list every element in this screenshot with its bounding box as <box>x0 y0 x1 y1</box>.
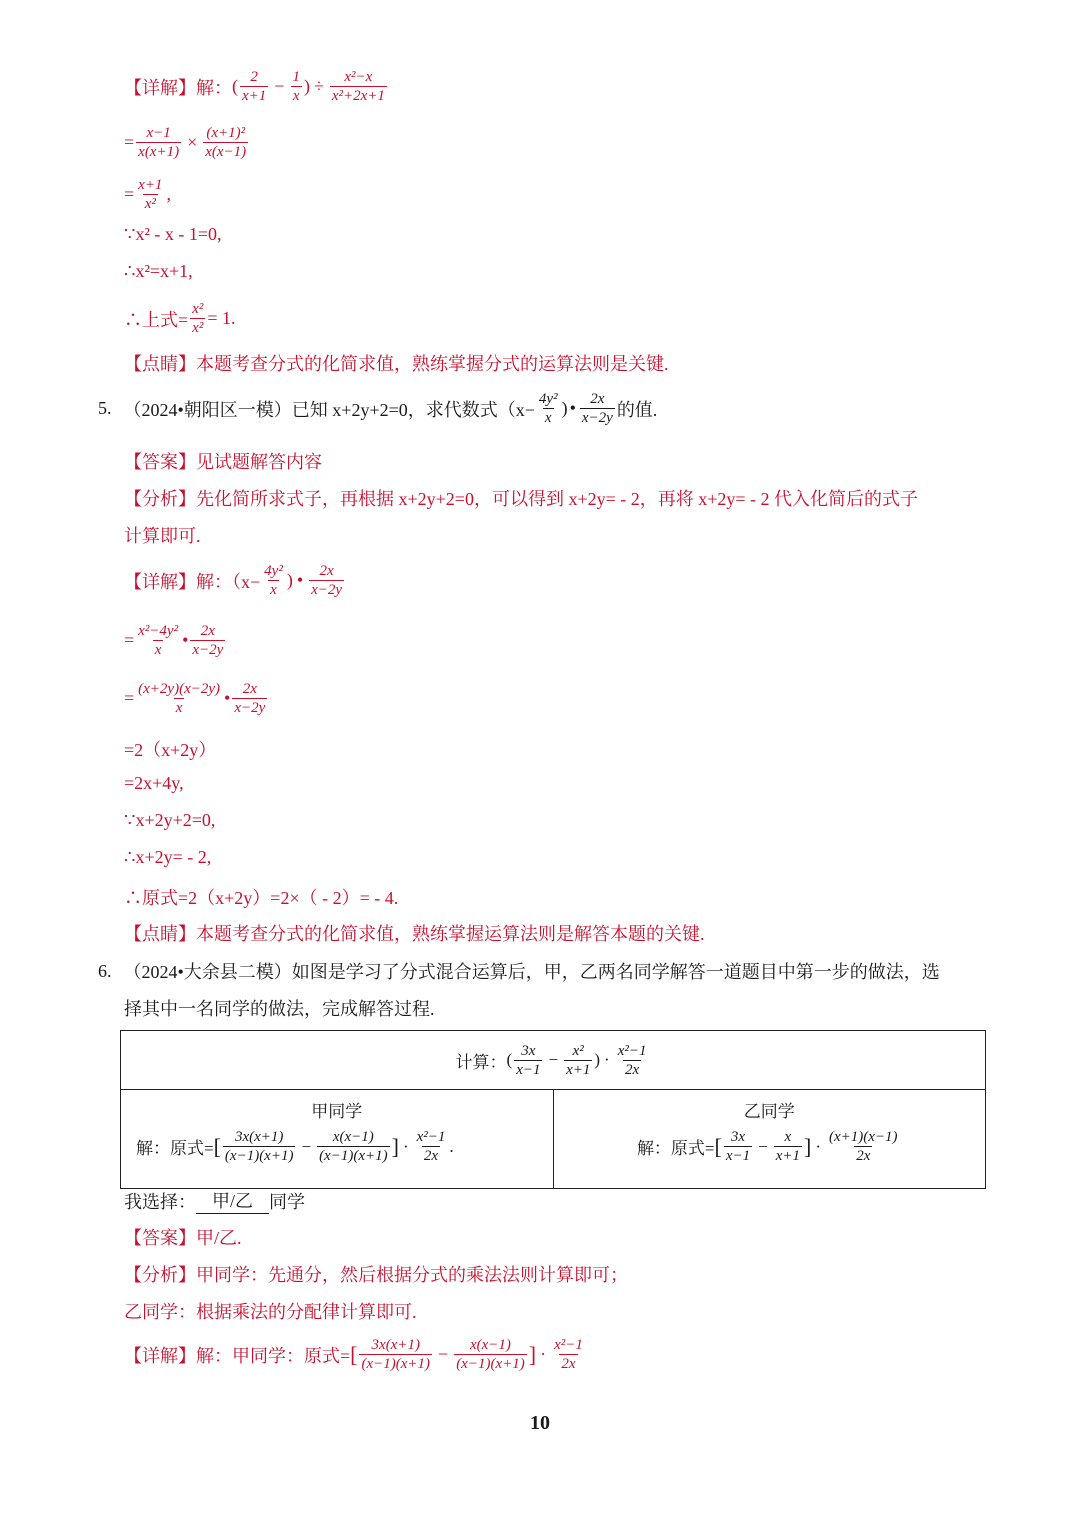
expr-paren: ( <box>232 76 238 96</box>
q6-table <box>120 1030 986 1189</box>
choice-blank: 甲/乙 <box>196 1187 269 1214</box>
sol4-detail-line: 【详解】 解： ( $\frac{2}{x+1}$ − $\frac{1}{x}$ ) ÷ $\frac{\text{x²−x}}{\text{x²+2x+1}}$ <box>124 69 385 104</box>
page-number: 10 <box>530 1412 550 1434</box>
q6-question-l2: 择其中一名同学的做法，完成解答过程. <box>124 999 435 1019</box>
q6-answer: 【答案】 甲/乙. <box>124 1228 242 1248</box>
student-b-title: 乙同学 <box>743 1102 795 1121</box>
q5-step2: = $\frac{\text{x²−4y²}}{x}$ • $\frac{2x}{x-2y}$ <box>124 623 224 658</box>
answer-tag: 【答案】 <box>124 452 196 472</box>
q5-answer: 【答案】 见试题解答内容 <box>124 448 322 474</box>
student-a-title: 甲同学 <box>311 1102 363 1121</box>
q6-analysis: 【分析】 甲同学：先通分，然后根据分式的乘法法则计算即可； <box>124 1265 628 1285</box>
sol4-step4: ∵x² - x - 1=0, <box>124 224 222 244</box>
q5-number: 5. <box>98 398 112 418</box>
comment-tag: 【点睛】 <box>124 354 196 374</box>
q6-student-a-cell: 甲同学 解：原式= [ $\frac{3x(x+1)}{(x-1)(x+1)}$ − $\frac{x(x-1)}{(x-1)(x+1)}$ ] · $\frac{\text{x²−1}}{2x}$ . <box>121 1090 554 1189</box>
q6-student-b-cell: 乙同学 解：原式= [ $\frac{3x}{x-1}$ − $\frac{x}{x+1}$ ] · $\frac{(x+1)(x-1)}{2x}$ <box>553 1090 986 1189</box>
sol4-step3: = $\frac{x+1}{\text{x²}}$ , <box>124 177 171 212</box>
q6-calc-cell: 计算： ( $\frac{3x}{x-1}$ − $\frac{\text{x²}}{x+1}$ ) · $\frac{\text{x²−1}}{2x}$ <box>121 1031 986 1090</box>
frac-x2-minus-x: $\frac{\text{x²−x}}{\text{x²+2x+1}}$ <box>331 69 385 104</box>
q5-analysis: 【分析】 先化简所求式子，再根据 x+2y+2=0，可以得到 x+2y= - 2，再将 x+2y= - 2 代入化简后的式子 <box>124 485 918 511</box>
q6-question-l1: 6. （2024•大余县二模）如图是学习了分式混合运算后，甲，乙两名同学解答一道题目中第一步的做法，选 <box>98 960 940 982</box>
sol4-step6: ∴上式= $\frac{\text{x²}}{\text{x²}}$ = 1. <box>124 301 236 336</box>
q5-comment: 【点睛】 本题考查分式的化简求值，熟练掌握运算法则是解答本题的关键. <box>124 924 705 944</box>
q5-step8: ∴原式=2（x+2y）=2×（ - 2）= - 4. <box>124 888 399 908</box>
sol4-comment: 【点睛】 本题考查分式的化简求值，熟练掌握分式的运算法则是关键. <box>124 350 669 376</box>
frac-1-over-x: $\frac{1}{x}$ <box>292 69 300 104</box>
sol4-step2: = $\frac{x-1}{x(x+1)}$ × $\frac{\text{(x+1)²}}{x(x-1)}$ <box>124 125 247 160</box>
q6-number: 6. <box>98 960 112 981</box>
sol4-intro: 解： <box>196 77 232 98</box>
q5-step3: = $\frac{(x+2y)(x-2y)}{x}$ • $\frac{2x}{x-2y}$ <box>124 681 266 716</box>
q5-step6: ∵x+2y+2=0, <box>124 810 216 830</box>
q6-detail: 【详解】 解：甲同学：原式= [ $\frac{3x(x+1)}{(x-1)(x+1)}$ − $\frac{x(x-1)}{(x-1)(x+1)}$ ] · $\frac{\text{x²−1}}{2x}$ <box>124 1337 583 1372</box>
q5-source: （2024•朝阳区一模）已知 x+2y+2=0，求代数式（x− <box>123 399 535 420</box>
analysis-tag: 【分析】 <box>124 489 196 509</box>
q5-analysis-l2: 计算即可. <box>124 526 201 546</box>
q5-step5: =2x+4y, <box>124 773 184 793</box>
frac-2-over-xplus1: $\frac{2}{x+1}$ <box>242 69 267 104</box>
q6-choice: 我选择： 甲/乙 同学 <box>124 1187 305 1214</box>
q5-step4: =2（x+2y） <box>124 740 217 760</box>
detail-tag: 【详解】 <box>124 77 196 98</box>
sol4-step5: ∴x²=x+1, <box>124 261 193 281</box>
q5-step7: ∴x+2y= - 2, <box>124 847 212 867</box>
q5-question: 5. （2024•朝阳区一模）已知 x+2y+2=0，求代数式（x− $\frac{\text{4y²}}{x}$ ) • $\frac{2x}{x-2y}$ 的值. <box>98 391 658 426</box>
q6-analysis-l2: 乙同学：根据乘法的分配律计算即可. <box>124 1302 417 1322</box>
q5-detail: 【详解】 解：（x− $\frac{\text{4y²}}{x}$ ) • $\frac{2x}{x-2y}$ <box>124 563 343 598</box>
